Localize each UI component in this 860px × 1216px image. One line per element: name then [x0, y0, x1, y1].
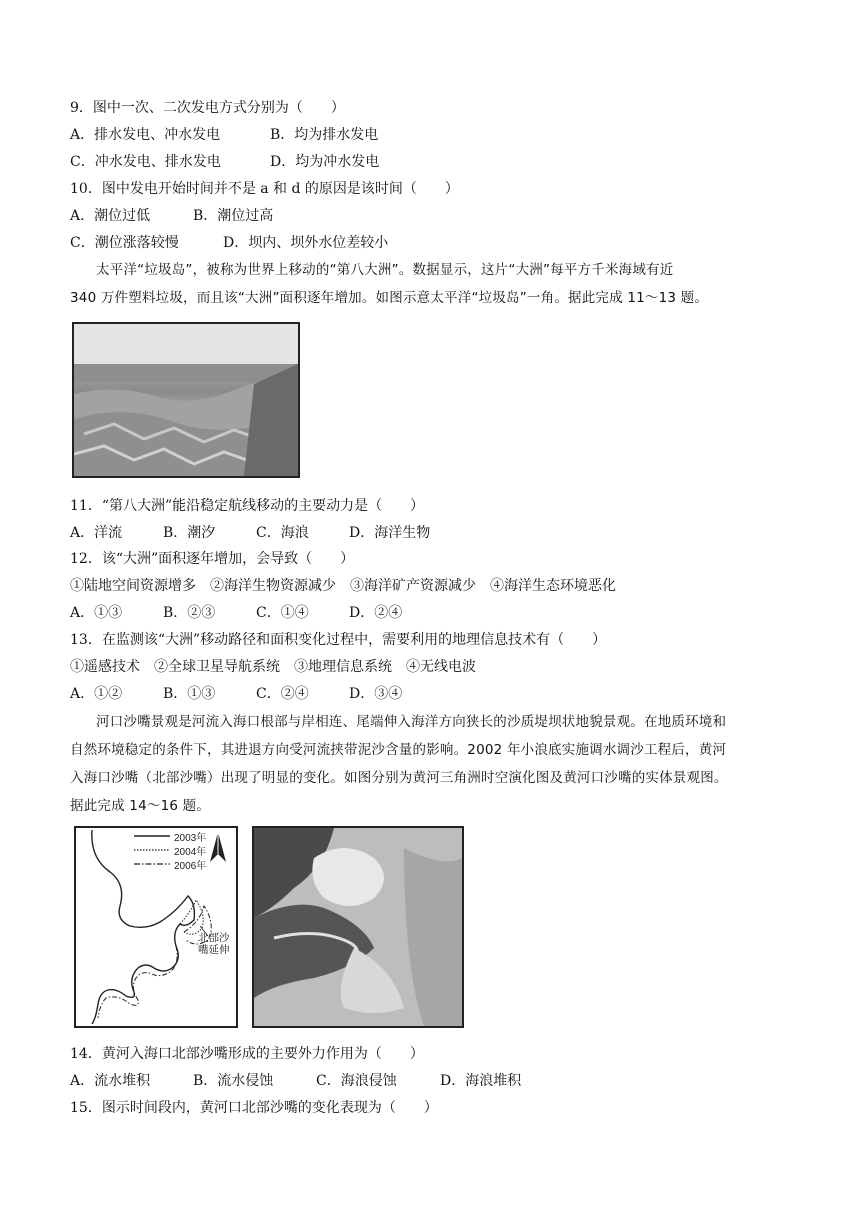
legend-2004: 2004年 [174, 847, 207, 858]
passage-yellow-river-spit [70, 708, 800, 820]
q12-items: ①陆地空间资源增多 ②海洋生物资源减少 ③海洋矿产资源减少 ④海洋生态环境恶化 [70, 578, 616, 594]
q14-option-a: A．流水堆积 [70, 1073, 151, 1089]
q10-option-a: A．潮位过低 [70, 208, 151, 224]
q10-option-d: D．坝内、坝外水位差较小 [223, 235, 389, 251]
q14-option-d: D．海浪堆积 [440, 1073, 522, 1089]
passage2-line2: 自然环境稳定的条件下，其进退方向受河流挟带泥沙含量的影响。2002 年小浪底实施调水调沙工程后，黄河 [70, 742, 727, 758]
yellow-river-delta-map [74, 826, 238, 1028]
legend-2006: 2006年 [174, 861, 207, 872]
q11-option-d: D．海洋生物 [349, 525, 431, 541]
north-spit-label [198, 932, 230, 956]
q15-stem: 15．图示时间段内，黄河口北部沙嘴的变化表现为（ ） [70, 1100, 438, 1116]
q13-option-b: B．①③ [163, 686, 216, 702]
legend-2003: 2003年 [174, 833, 207, 844]
q9-option-c: C．冲水发电、排水发电 [70, 154, 221, 170]
q10-option-b: B．潮位过高 [193, 208, 274, 224]
q10-option-c: C．潮位涨落较慢 [70, 235, 179, 251]
q11-stem: 11．“第八大洲”能沿稳定航线移动的主要动力是（ ） [70, 498, 425, 514]
passage1-line1: 太平洋“垃圾岛”，被称为世界上移动的“第八大洲”。数据显示，这片“大洲”每平方千米海域有近 [96, 262, 674, 278]
q12-option-d: D．②④ [349, 605, 403, 621]
q13-option-c: C．②④ [256, 686, 309, 702]
north-spit-label-line2: 嘴延伸 [198, 944, 230, 956]
q13-option-d: D．③④ [349, 686, 403, 702]
q9-option-d: D．均为冲水发电 [270, 154, 380, 170]
river-mouth-satellite-photo [252, 826, 464, 1028]
q11-option-c: C．海浪 [256, 525, 309, 541]
garbage-island-photo [72, 322, 300, 478]
q9-option-b: B．均为排水发电 [270, 127, 379, 143]
q9-stem: 9．图中一次、二次发电方式分别为（ ） [70, 100, 345, 116]
q13-items: ①遥感技术 ②全球卫星导航系统 ③地理信息系统 ④无线电波 [70, 659, 476, 675]
north-spit-label-line1: 北部沙 [198, 932, 230, 944]
q12-option-a: A．①③ [70, 605, 123, 621]
q12-stem: 12．该“大洲”面积逐年增加，会导致（ ） [70, 551, 355, 567]
delta-map-drawing [76, 828, 236, 1026]
q13-option-a: A．①② [70, 686, 123, 702]
q10-stem: 10．图中发电开始时间并不是 a 和 d 的原因是该时间（ ） [70, 181, 459, 197]
q11-option-b: B．潮汐 [163, 525, 216, 541]
passage1-line2: 340 万件塑料垃圾，而且该“大洲”面积逐年增加。如图示意太平洋“垃圾岛”一角。据此完成 11～13 题。 [70, 290, 709, 306]
q9-option-a: A．排水发电、冲水发电 [70, 127, 221, 143]
passage2-line3: 入海口沙嘴（北部沙嘴）出现了明显的变化。如图分别为黄河三角洲时空演化图及黄河口沙嘴的实体景观图。 [70, 770, 728, 786]
garbage-island-photo-texture [74, 324, 298, 476]
passage2-line4: 据此完成 14～16 题。 [70, 798, 211, 814]
q14-option-c: C．海浪侵蚀 [316, 1073, 397, 1089]
q13-stem: 13．在监测该“大洲”移动路径和面积变化过程中，需要利用的地理信息技术有（ ） [70, 632, 607, 648]
passage-garbage-island [70, 256, 800, 312]
q12-option-b: B．②③ [163, 605, 216, 621]
q14-stem: 14．黄河入海口北部沙嘴形成的主要外力作用为（ ） [70, 1046, 424, 1062]
satellite-photo-texture [254, 828, 462, 1026]
passage2-line1: 河口沙嘴景观是河流入海口根部与岸相连、尾端伸入海洋方向狭长的沙质堤坝状地貌景观。在地质环境和 [96, 714, 727, 730]
q14-option-b: B．流水侵蚀 [193, 1073, 274, 1089]
q12-option-c: C．①④ [256, 605, 309, 621]
q11-option-a: A．洋流 [70, 525, 123, 541]
